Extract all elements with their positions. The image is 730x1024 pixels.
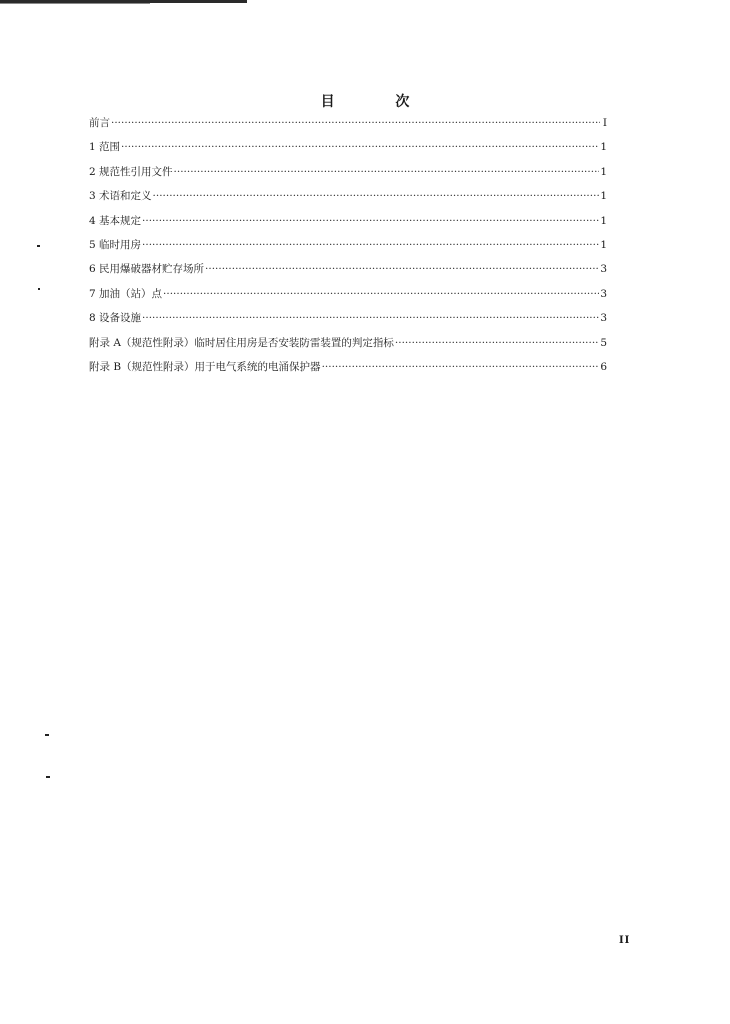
dot-leader (174, 166, 600, 178)
toc-entry-page: 1 (600, 214, 607, 227)
toc-entry-scope[interactable] (89, 139, 607, 163)
toc-entry-page: 3 (600, 312, 607, 325)
toc-entry-page: 3 (600, 287, 607, 300)
toc-entry-label: 4 基本规定 (89, 214, 142, 227)
toc-entry-normative-references[interactable] (89, 164, 607, 188)
scan-speck (45, 734, 49, 736)
toc-entry-basic-provisions[interactable] (89, 213, 607, 237)
dot-leader (111, 117, 600, 129)
toc-entry-label: 6 民用爆破器材贮存场所 (89, 263, 205, 276)
scan-speck (46, 776, 50, 778)
toc-entry-appendix-a[interactable] (89, 335, 607, 359)
dot-leader (205, 263, 599, 275)
toc-entry-fueling-points[interactable] (89, 286, 607, 310)
toc-entry-label: 7 加油（站）点 (89, 287, 163, 300)
dot-leader (121, 141, 599, 153)
toc-entry-page: 1 (600, 238, 607, 251)
toc-entry-foreword[interactable] (89, 115, 607, 139)
dot-leader (322, 361, 600, 373)
dot-leader (395, 337, 599, 349)
toc-entry-page: 1 (600, 141, 607, 154)
scan-speck (37, 245, 40, 247)
toc-entry-appendix-b[interactable] (89, 359, 607, 383)
table-of-contents (89, 115, 607, 383)
dot-leader (142, 239, 599, 251)
toc-entry-label: 5 临时用房 (89, 238, 142, 251)
toc-entry-page: I (602, 117, 607, 129)
toc-entry-label: 附录 B（规范性附录）用于电气系统的电涌保护器 (89, 360, 321, 373)
page-number: II (619, 935, 631, 946)
toc-entry-label: 1 范围 (89, 141, 121, 154)
toc-entry-label: 8 设备设施 (89, 312, 142, 325)
toc-entry-label: 附录 A（规范性附录）临时居住用房是否安装防雷装置的判定指标 (89, 336, 394, 349)
toc-entry-page: 5 (600, 336, 607, 349)
toc-entry-label: 3 术语和定义 (89, 190, 152, 203)
dot-leader (163, 288, 599, 300)
scan-edge-mark-secondary (0, 3, 150, 4)
toc-entry-page: 1 (600, 165, 607, 178)
scan-speck (38, 288, 40, 290)
dot-leader (142, 215, 599, 227)
toc-entry-label: 2 规范性引用文件 (89, 165, 173, 178)
toc-entry-terms-definitions[interactable] (89, 188, 607, 212)
toc-entry-page: 6 (600, 360, 607, 373)
dot-leader (142, 312, 599, 324)
dot-leader (153, 190, 600, 202)
toc-entry-temporary-buildings[interactable] (89, 237, 607, 261)
toc-entry-label: 前言 (89, 117, 110, 129)
toc-entry-explosives-storage[interactable] (89, 261, 607, 285)
toc-entry-equipment-facilities[interactable] (89, 310, 607, 334)
toc-entry-page: 3 (600, 263, 607, 276)
toc-entry-page: 1 (600, 190, 607, 203)
toc-title: 目 次 (320, 94, 438, 110)
